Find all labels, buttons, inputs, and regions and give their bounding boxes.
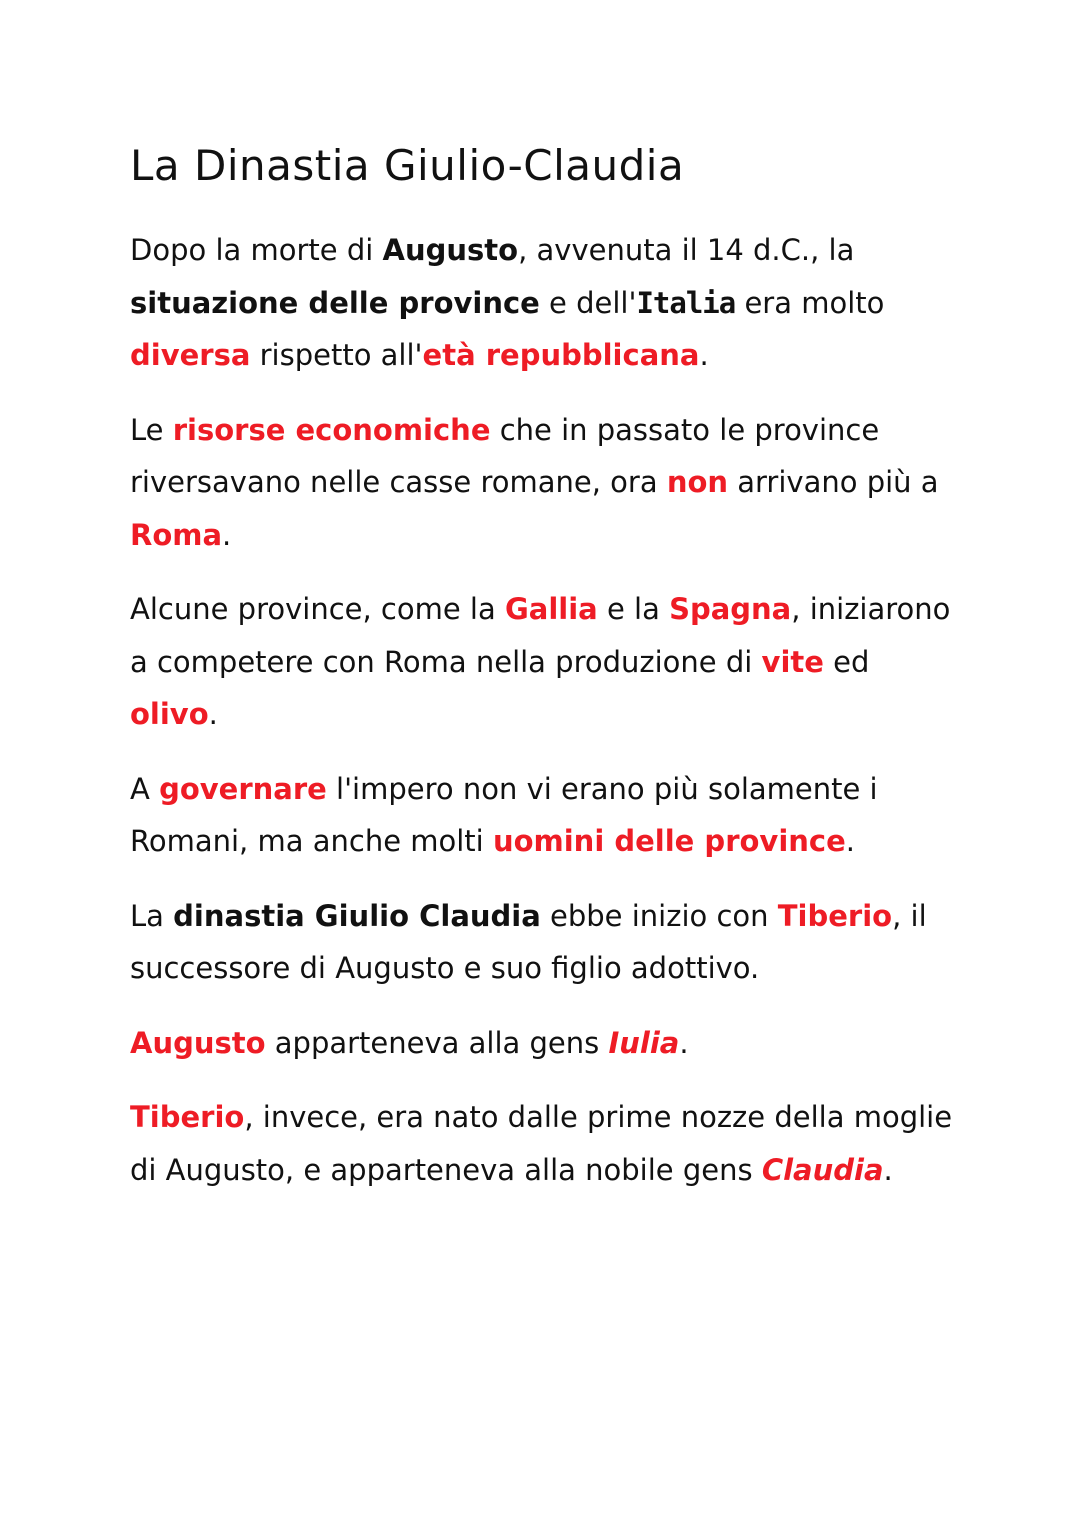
text-run: . — [679, 1025, 689, 1060]
text-run: apparteneva alla gens — [265, 1025, 609, 1060]
highlighted-term: Augusto — [382, 233, 519, 267]
highlighted-term: non — [666, 465, 729, 499]
paragraph — [130, 1091, 960, 1196]
text-run: . — [222, 517, 232, 552]
highlighted-term: uomini delle province — [492, 824, 846, 858]
paragraph — [130, 1017, 960, 1070]
text-run: e dell' — [539, 285, 637, 320]
text-run: Dopo la morte di — [130, 233, 383, 267]
text-run: era molto — [735, 285, 885, 320]
highlighted-term: dinastia Giulio Claudia — [173, 898, 541, 933]
highlighted-term: olivo — [130, 697, 209, 731]
text-run: rispetto all' — [250, 338, 423, 372]
text-run: Le — [130, 412, 173, 447]
highlighted-term: vite — [761, 644, 824, 679]
highlighted-term: governare — [159, 771, 327, 806]
highlighted-term: Spagna — [669, 592, 792, 626]
text-run: La — [130, 898, 174, 933]
highlighted-term: Tiberio — [130, 1100, 245, 1134]
highlighted-term: situazione delle province — [130, 285, 540, 320]
highlighted-term: Augusto — [130, 1025, 266, 1060]
highlighted-term: età repubblicana — [422, 338, 700, 372]
paragraph — [130, 404, 960, 562]
text-run: , invece, era nato dalle prime nozze della moglie di Augusto, e apparteneva alla nobile gens — [130, 1100, 953, 1187]
highlighted-term: Tiberio — [777, 898, 893, 933]
text-run: che in passato le province riversavano nelle casse romane, ora — [130, 412, 880, 499]
text-run: Alcune province, come la — [130, 592, 505, 626]
text-run: . — [845, 824, 855, 858]
text-run: A — [130, 771, 160, 806]
text-run: ed — [823, 644, 870, 679]
highlighted-term: Roma — [130, 517, 223, 552]
paragraph — [130, 583, 960, 741]
highlighted-term: Italia — [636, 285, 736, 320]
paragraph — [130, 890, 960, 995]
text-run: e la — [597, 592, 670, 626]
highlighted-term: Claudia — [761, 1152, 884, 1187]
page-title: La Dinastia Giulio-Claudia — [130, 141, 685, 190]
highlighted-term: diversa — [130, 338, 251, 372]
text-run: , il successore di Augusto e suo figlio adottivo. — [130, 898, 927, 985]
document-body — [130, 224, 960, 1196]
text-run: . — [883, 1152, 893, 1187]
text-run: , avvenuta il 14 d.C., la — [518, 233, 855, 267]
text-run: ebbe inizio con — [540, 898, 778, 933]
highlighted-term: risorse economiche — [172, 412, 491, 447]
text-run: arrivano più a — [728, 465, 939, 499]
paragraph — [130, 224, 960, 382]
paragraph — [130, 763, 960, 868]
text-run: . — [208, 697, 218, 731]
text-run: l'impero non vi erano più solamente i Romani, ma anche molti — [130, 771, 878, 858]
text-run: , iniziarono a competere con Roma nella produzione di — [130, 592, 951, 679]
highlighted-term: Iulia — [608, 1025, 680, 1060]
document-page — [130, 138, 960, 1218]
highlighted-term: Gallia — [504, 592, 598, 626]
text-run: . — [699, 338, 709, 372]
